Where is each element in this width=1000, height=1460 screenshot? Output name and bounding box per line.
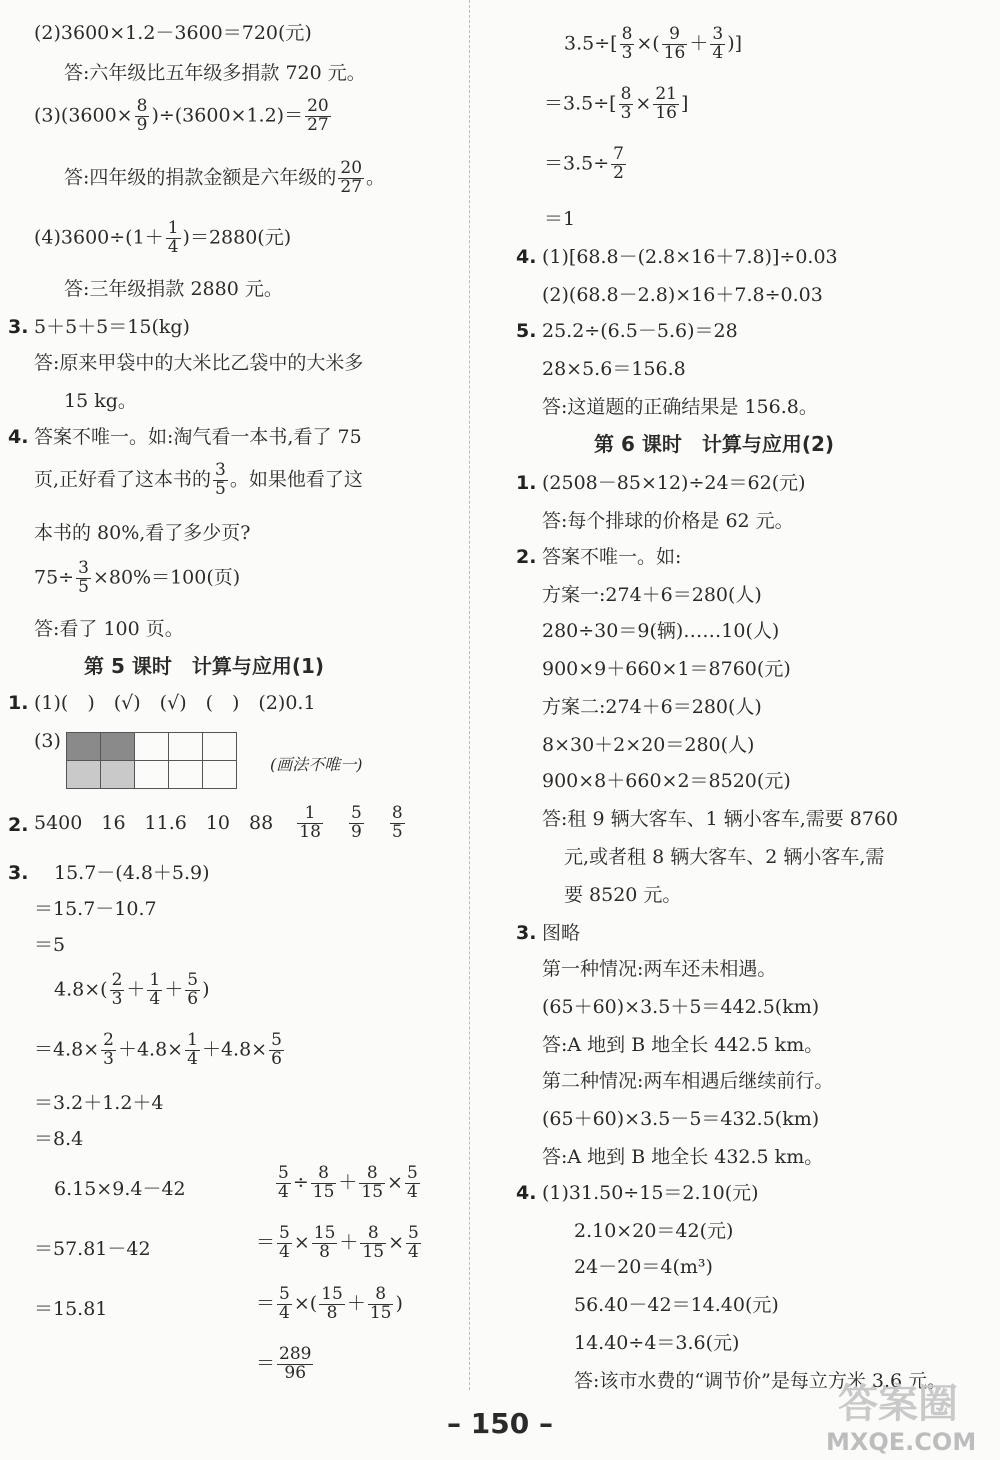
- line: (2508－85×12)÷24＝62(元): [542, 472, 806, 494]
- line: 8×30＋2×20＝280(人): [542, 734, 755, 756]
- question-number: 5.: [516, 320, 537, 342]
- answer-line: 要 8520 元。: [564, 884, 682, 906]
- line: (1)[68.8－(2.8×16＋7.8)]÷0.03: [542, 246, 838, 268]
- line: (2)(68.8－2.8)×16＋7.8÷0.03: [542, 284, 823, 306]
- line: ＝3.5÷ $\frac{7}{2}$: [544, 144, 624, 183]
- line: 图略: [542, 922, 581, 944]
- line: (1)31.50÷15＝2.10(元): [542, 1182, 759, 1204]
- answer-line: 答:租 9 辆大客车、1 辆小客车,需要 8760: [542, 808, 899, 830]
- line: (4)3600÷(1＋ $\frac{1}{4}$ )＝2880(元): [34, 218, 292, 257]
- question-number: 3.: [516, 922, 537, 944]
- line: ＝1: [544, 208, 576, 230]
- answer-line: 答:三年级捐款 2880 元。: [64, 278, 283, 300]
- line: 本书的 80%,看了多少页?: [34, 522, 251, 544]
- answer-line: 答:四年级的捐款金额是六年级的 $\frac{20}{27}$ 。: [64, 158, 386, 197]
- line: $\frac{5}{4}$ ÷ $\frac{8}{15}$ ＋ $\frac{8}{15}$ × $\frac{5}{4}$: [278, 1163, 418, 1202]
- question-number: 2.: [516, 546, 537, 568]
- question-number: 2.: [8, 814, 29, 836]
- question-number: 3.: [8, 862, 29, 884]
- line: 4.8×( $\frac{2}{3}$ ＋ $\frac{1}{4}$ ＋ $\frac{5}{6}$ ): [54, 970, 210, 1009]
- line: 24－20＝4(m³): [574, 1256, 713, 1278]
- grid-cell: [101, 761, 135, 789]
- section-heading: 第 6 课时 计算与应用(2): [594, 432, 835, 456]
- question-number: 4.: [516, 246, 537, 268]
- line: 方案二:274＋6＝280(人): [542, 696, 762, 718]
- line: (65＋60)×3.5＋5＝442.5(km): [542, 996, 820, 1018]
- answer-line: 答:看了 100 页。: [34, 618, 184, 640]
- line: 答案不唯一。如:淘气看一本书,看了 75: [34, 426, 362, 448]
- line: 15.7－(4.8＋5.9): [54, 862, 210, 884]
- watermark-url: MXQE.COM: [826, 1428, 977, 1456]
- line: 6.15×9.4－42: [54, 1178, 186, 1200]
- question-number: 1.: [516, 472, 537, 494]
- grid-cell: [101, 733, 135, 761]
- line: 25.2÷(6.5－5.6)＝28: [542, 320, 738, 342]
- line: 900×9＋660×1＝8760(元): [542, 658, 791, 680]
- line: 3.5÷[ $\frac{8}{3}$ ×( $\frac{9}{16}$ ＋ $\frac{3}{4}$ )]: [564, 24, 743, 63]
- answer-line: 15 kg。: [64, 390, 137, 412]
- question-number: 1.: [8, 692, 29, 714]
- answer-line: 答:该市水费的“调节价”是每立方米 3.6 元。: [574, 1370, 947, 1392]
- line: (3): [34, 730, 61, 752]
- answer-line: 答:A 地到 B 地全长 432.5 km。: [542, 1146, 824, 1168]
- line: 第二种情况:两车相遇后继续前行。: [542, 1070, 834, 1092]
- watermark-logo: 答案圈: [838, 1381, 958, 1427]
- question-number: 4.: [516, 1182, 537, 1204]
- answer-line: 答:六年级比五年级多捐款 720 元。: [64, 62, 366, 84]
- line: ＝15.81: [34, 1298, 108, 1320]
- line: ＝ $\frac{289}{96}$: [256, 1344, 312, 1383]
- line: ＝3.5÷[ $\frac{8}{3}$ × $\frac{21}{16}$ ]: [544, 84, 689, 123]
- answer-line: 答:这道题的正确结果是 156.8。: [542, 396, 818, 418]
- line: ＝4.8× $\frac{2}{3}$ ＋4.8× $\frac{1}{4}$ ＋4.8× $\frac{5}{6}$: [34, 1030, 282, 1069]
- line: ＝ $\frac{5}{4}$ × $\frac{15}{8}$ ＋ $\frac{8}{15}$ × $\frac{5}{4}$: [256, 1223, 419, 1262]
- line: 14.40÷4＝3.6(元): [574, 1332, 740, 1354]
- line: 5＋5＋5＝15(kg): [34, 316, 190, 338]
- grid-cell: [203, 761, 237, 789]
- shaded-grid: [66, 732, 237, 789]
- question-number: 3.: [8, 316, 29, 338]
- answer-line: 答:每个排球的价格是 62 元。: [542, 510, 794, 532]
- line: ＝ $\frac{5}{4}$ ×( $\frac{15}{8}$ ＋ $\frac{8}{15}$ ): [256, 1284, 403, 1323]
- line: 答案不唯一。如:: [542, 546, 682, 568]
- line: ＝57.81－42: [34, 1238, 151, 1260]
- line: 900×8＋660×2＝8520(元): [542, 770, 791, 792]
- column-divider: [469, 0, 470, 1390]
- grid-cell: [67, 761, 101, 789]
- drawing-note: (画法不唯一): [270, 755, 363, 774]
- answer-line: 答:原来甲袋中的大米比乙袋中的大米多: [34, 352, 364, 374]
- grid-cell: [67, 733, 101, 761]
- answer-line: 答:A 地到 B 地全长 442.5 km。: [542, 1034, 824, 1056]
- question-number: 4.: [8, 426, 29, 448]
- line: 5400 16 11.6 10 88 $\frac{1}{18}$ $\frac{5}{9}$ $\frac{8}{5}$: [34, 803, 403, 842]
- line: 75÷ $\frac{3}{5}$ ×80%＝100(页): [34, 558, 241, 597]
- grid-cell: [169, 733, 203, 761]
- grid-cell: [135, 761, 169, 789]
- line: (2)3600×1.2－3600＝720(元): [34, 22, 312, 44]
- grid-cell: [135, 733, 169, 761]
- line: 56.40－42＝14.40(元): [574, 1294, 779, 1316]
- line: (65＋60)×3.5－5＝432.5(km): [542, 1108, 820, 1130]
- line: ＝5: [34, 934, 66, 956]
- line: 方案一:274＋6＝280(人): [542, 584, 762, 606]
- line: ＝8.4: [34, 1128, 84, 1150]
- line: ＝15.7－10.7: [34, 898, 157, 920]
- grid-cell: [203, 733, 237, 761]
- line: 28×5.6＝156.8: [542, 358, 686, 380]
- line: (3)(3600× $\frac{8}{9}$ )÷(3600×1.2)＝ $\frac{20}{27}$: [34, 96, 329, 135]
- line: 第一种情况:两车还未相遇。: [542, 958, 777, 980]
- grid-cell: [169, 761, 203, 789]
- line: 280÷30＝9(辆)……10(人): [542, 620, 780, 642]
- page-number: – 150 –: [447, 1407, 553, 1440]
- section-heading: 第 5 课时 计算与应用(1): [84, 654, 325, 678]
- line: 页,正好看了这本书的 $\frac{3}{5}$ 。如果他看了这: [34, 460, 363, 499]
- line: ＝3.2＋1.2＋4: [34, 1092, 164, 1114]
- line: 2.10×20＝42(元): [574, 1220, 734, 1242]
- line: (1)( ) (√) (√) ( ) (2)0.1: [34, 692, 316, 714]
- answer-line: 元,或者租 8 辆大客车、2 辆小客车,需: [564, 846, 885, 868]
